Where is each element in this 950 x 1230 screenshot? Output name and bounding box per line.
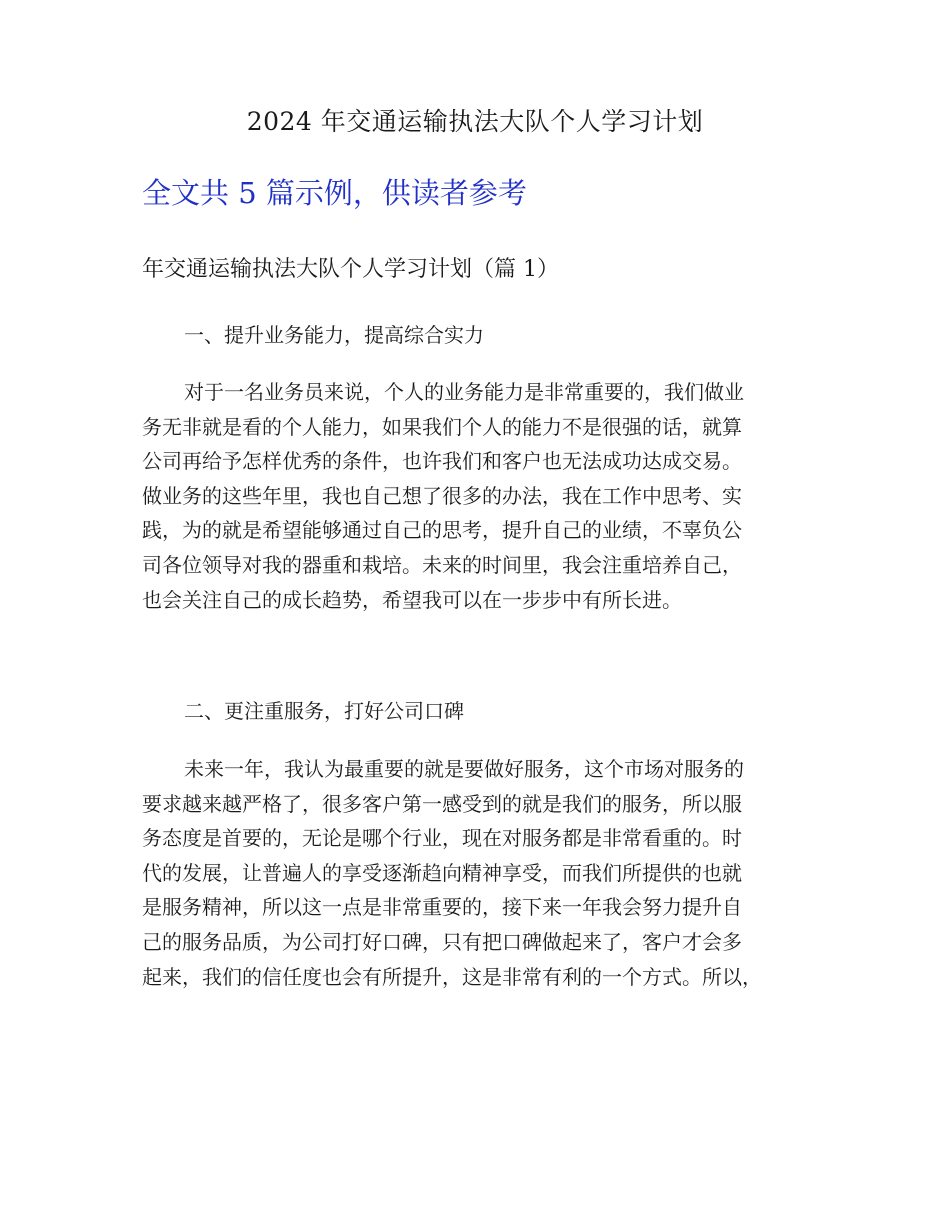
paragraph-line: 司各位领导对我的器重和栽培。未来的时间里，我会注重培养自己， xyxy=(142,552,742,577)
paragraph-line: 己的服务品质，为公司打好口碑，只有把口碑做起来了，客户才会多 xyxy=(142,929,742,954)
paragraph-line: 做业务的这些年里，我也自己想了很多的办法，我在工作中思考、实 xyxy=(142,483,742,508)
paragraph-line: 未来一年，我认为最重要的就是要做好服务，这个市场对服务的 xyxy=(184,757,744,781)
point1-heading: 一、提升业务能力，提高综合实力 xyxy=(184,323,484,347)
paragraph-line: 对于一名业务员来说，个人的业务能力是非常重要的，我们做业 xyxy=(184,380,744,404)
paragraph-line: 起来，我们的信任度也会有所提升，这是非常有利的一个方式。所以， xyxy=(142,964,762,989)
paragraph-line: 公司再给予怎样优秀的条件，也许我们和客户也无法成功达成交易。 xyxy=(142,449,742,474)
point1-paragraph xyxy=(142,375,832,617)
paragraph-line: 也会关注自己的成长趋势，希望我可以在一步步中有所长进。 xyxy=(142,587,682,612)
point2-heading: 二、更注重服务，打好公司口碑 xyxy=(184,699,464,723)
paragraph-line: 践，为的就是希望能够通过自己的思考，提升自己的业绩，不辜负公 xyxy=(142,518,742,543)
document-title: 2024 年交通运输执法大队个人学习计划 xyxy=(246,107,704,136)
section-heading: 年交通运输执法大队个人学习计划（篇 1） xyxy=(142,257,559,282)
paragraph-line: 务无非就是看的个人能力，如果我们个人的能力不是很强的话，就算 xyxy=(142,414,742,439)
paragraph-line: 要求越来越严格了，很多客户第一感受到的就是我们的服务，所以服 xyxy=(142,791,742,816)
paragraph-line: 是服务精神，所以这一点是非常重要的，接下来一年我会努力提升自 xyxy=(142,895,742,920)
paragraph-line: 务态度是首要的，无论是哪个行业，现在对服务都是非常看重的。时 xyxy=(142,826,742,851)
point2-paragraph xyxy=(142,752,832,994)
document-subtitle: 全文共 5 篇示例，供读者参考 xyxy=(142,176,527,210)
paragraph-line: 代的发展，让普遍人的享受逐渐趋向精神享受，而我们所提供的也就 xyxy=(142,860,742,885)
